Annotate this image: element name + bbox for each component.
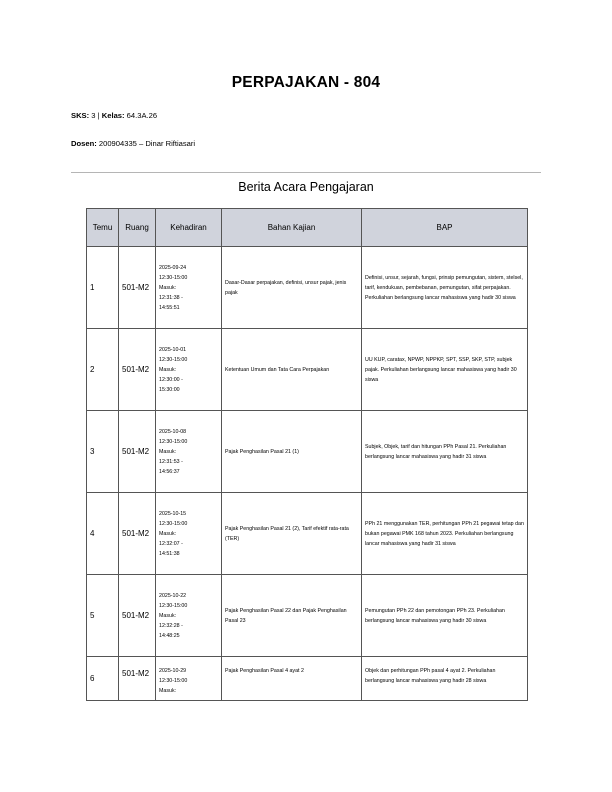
bap-cell: Pemungutan PPh 22 dan pemotongan PPh 23. Perkuliahan berlangsung lancar mahasiswa yang hadir 30 siswa <box>362 575 528 657</box>
kehadiran-start: 12:31:38 - <box>159 294 183 301</box>
ruang-cell: 501-M2 <box>119 247 156 329</box>
ruang-cell: 501-M2 <box>119 493 156 575</box>
section-title: Berita Acara Pengajaran <box>238 180 374 194</box>
bahan-cell: Pajak Penghasilan Pasal 21 (1) <box>222 411 362 493</box>
header-kehadiran: Kehadiran <box>156 209 222 247</box>
temu-cell: 4 <box>87 493 119 575</box>
kehadiran-cell <box>156 411 222 493</box>
kehadiran-cell <box>156 247 222 329</box>
header-bap: BAP <box>362 209 528 247</box>
sks-value: 3 <box>91 111 96 120</box>
kehadiran-start: 12:30:00 - <box>159 376 183 383</box>
header-bahan-kajian: Bahan Kajian <box>222 209 362 247</box>
header-ruang: Ruang <box>119 209 156 247</box>
kehadiran-end: 14:55:51 <box>159 304 180 311</box>
ruang-cell: 501-M2 <box>119 575 156 657</box>
table-row <box>87 411 528 493</box>
kehadiran-cell <box>156 575 222 657</box>
bahan-cell: Ketentuan Umum dan Tata Cara Perpajakan <box>222 329 362 411</box>
kehadiran-start: 12:32:28 - <box>159 622 183 629</box>
kehadiran-end: 14:48:25 <box>159 632 180 639</box>
bahan-cell: Dasar-Dasar perpajakan, definisi, unsur pajak, jenis pajak <box>222 247 362 329</box>
kelas-label: Kelas: <box>101 111 125 120</box>
kehadiran-label: Masuk: <box>159 530 177 537</box>
kehadiran-end: 14:56:37 <box>159 468 180 475</box>
kehadiran-end: 15:30:00 <box>159 386 180 393</box>
bahan-cell: Pajak Penghasilan Pasal 22 dan Pajak Penghasilan Pasal 23 <box>222 575 362 657</box>
temu-cell: 6 <box>87 657 119 701</box>
kehadiran-slot: 12:30-15:00 <box>159 274 188 281</box>
kehadiran-slot: 12:30-15:00 <box>159 678 188 684</box>
bap-table <box>86 208 528 701</box>
kehadiran-label: Masuk: <box>159 448 177 455</box>
bap-cell: UU KUP, caratax, NPWP, NPPKP, SPT, SSP, SKP, STP, subjek pajak. Perkuliahan berlangsung lancar mahasiswa yang hadir 30 siswa <box>362 329 528 411</box>
ruang-cell: 501-M2 <box>119 411 156 493</box>
ruang-cell: 501-M2 <box>119 329 156 411</box>
kehadiran-label: Masuk: <box>159 612 177 619</box>
table-row <box>87 657 528 701</box>
divider <box>71 172 541 173</box>
kehadiran-slot: 12:30-15:00 <box>159 356 188 363</box>
kehadiran-cell <box>156 329 222 411</box>
kehadiran-end: 14:51:38 <box>159 550 180 557</box>
kehadiran-date: 2025-10-29 <box>159 668 187 674</box>
bap-cell: Subjek, Objek, tarif dan hitungan PPh Pasal 21. Perkuliahan berlangsung lancar mahasiswa yang hadir 31 siswa <box>362 411 528 493</box>
kehadiran-date: 2025-10-22 <box>159 592 187 599</box>
temu-cell: 5 <box>87 575 119 657</box>
kehadiran-date: 2025-10-08 <box>159 428 187 435</box>
kelas-value: 64.3A.26 <box>126 111 158 120</box>
sks-label: SKS: <box>71 111 90 120</box>
kehadiran-start: 12:31:53 - <box>159 458 183 465</box>
temu-cell: 1 <box>87 247 119 329</box>
kehadiran-date: 2025-10-01 <box>159 346 187 353</box>
separator: | <box>97 111 100 120</box>
kehadiran-label: Masuk: <box>159 366 177 373</box>
bap-cell: Objek dan perhitungan PPh pasal 4 ayat 2. Perkuliahan berlangsung lancar mahasiswa yang hadir 28 siswa <box>362 657 528 701</box>
bap-cell: Definisi, unsur, sejarah, fungsi, prinsip pemungutan, sistem, stelsel, tarif, kendukuan, pembebanan, pemungutan, sifat perpajakan. Perkuliahan berlangsung lancar mahasiswa yang hadir 30 siswa <box>362 247 528 329</box>
page-title: PERPAJAKAN - 804 <box>231 74 381 91</box>
temu-cell: 3 <box>87 411 119 493</box>
table-header-row <box>87 209 528 247</box>
header-temu: Temu <box>87 209 119 247</box>
bap-cell: PPh 21 menggunakan TER, perhitungan PPh 21 pegawai tetap dan bukan pegawai PMK 168 tahun 2023. Perkuliahan berlangsung lancar mahasiswa yang hadir 31 siswa <box>362 493 528 575</box>
kehadiran-label: Masuk: <box>159 284 177 291</box>
course-info-line <box>71 111 157 120</box>
kehadiran-cell <box>156 657 222 701</box>
kehadiran-label: Masuk: <box>159 688 177 694</box>
temu-cell: 2 <box>87 329 119 411</box>
table-row <box>87 329 528 411</box>
kehadiran-start: 12:32:07 - <box>159 540 183 547</box>
ruang-cell: 501-M2 <box>119 657 156 701</box>
table-row <box>87 575 528 657</box>
table-row <box>87 247 528 329</box>
bahan-cell: Pajak Penghasilan Pasal 4 ayat 2 <box>222 657 362 701</box>
dosen-value: 200904335 – Dinar Riftiasari <box>98 139 196 148</box>
bahan-cell: Pajak Penghasilan Pasal 21 (2), Tarif efektif rata-rata (TER) <box>222 493 362 575</box>
kehadiran-date: 2025-10-15 <box>159 510 187 517</box>
kehadiran-cell <box>156 493 222 575</box>
kehadiran-date: 2025-09-24 <box>159 264 187 271</box>
dosen-label: Dosen: <box>71 139 97 148</box>
kehadiran-slot: 12:30-15:00 <box>159 520 188 527</box>
lecturer-line <box>71 139 195 148</box>
kehadiran-slot: 12:30-15:00 <box>159 438 188 445</box>
table-row <box>87 493 528 575</box>
kehadiran-slot: 12:30-15:00 <box>159 602 188 609</box>
